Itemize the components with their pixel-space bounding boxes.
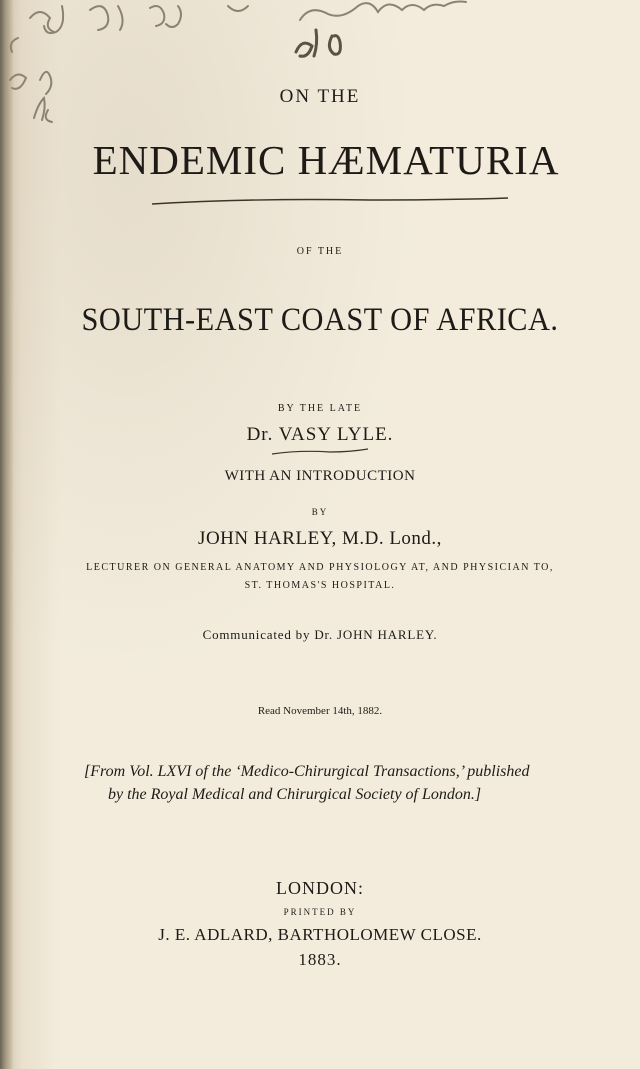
author-underline-flourish [270,448,370,456]
introduction-label: WITH AN INTRODUCTION [224,468,416,484]
hospital-line: ST. THOMAS'S HOSPITAL. [244,580,396,591]
by-label: BY [311,507,329,517]
of-the-label: OF THE [296,246,344,257]
on-the-label: ON THE [279,86,361,107]
citation-line-1: [From Vol. LXVI of the ‘Medico-Chirurgical Transactions,’ published [84,763,530,780]
printed-by-label: PRINTED BY [283,907,357,917]
main-title: ENDEMIC HÆMATURIA [92,137,560,183]
imprint-city: LONDON: [276,878,364,898]
author-name: Dr. VASY LYLE. [246,424,394,445]
title-underline-flourish [150,196,510,206]
citation-line-2: by the Royal Medical and Chirurgical Society of London.] [108,786,482,803]
read-date: Read November 14th, 1882. [257,705,383,717]
subtitle: SOUTH-EAST COAST OF AFRICA. [81,302,559,338]
citation [84,760,604,806]
communicated-line: Communicated by Dr. JOHN HARLEY. [202,627,438,642]
lecturer-line: LECTURER ON GENERAL ANATOMY AND PHYSIOLOGY AT, AND PHYSICIAN TO, [86,562,554,573]
introducer-name: JOHN HARLEY, M.D. Lond., [198,528,442,549]
handwritten-annotation [0,0,640,130]
printer-name: J. E. ADLARD, BARTHOLOMEW CLOSE. [158,925,482,944]
publication-year: 1883. [298,950,342,969]
by-the-late-label: BY THE LATE [277,403,363,414]
